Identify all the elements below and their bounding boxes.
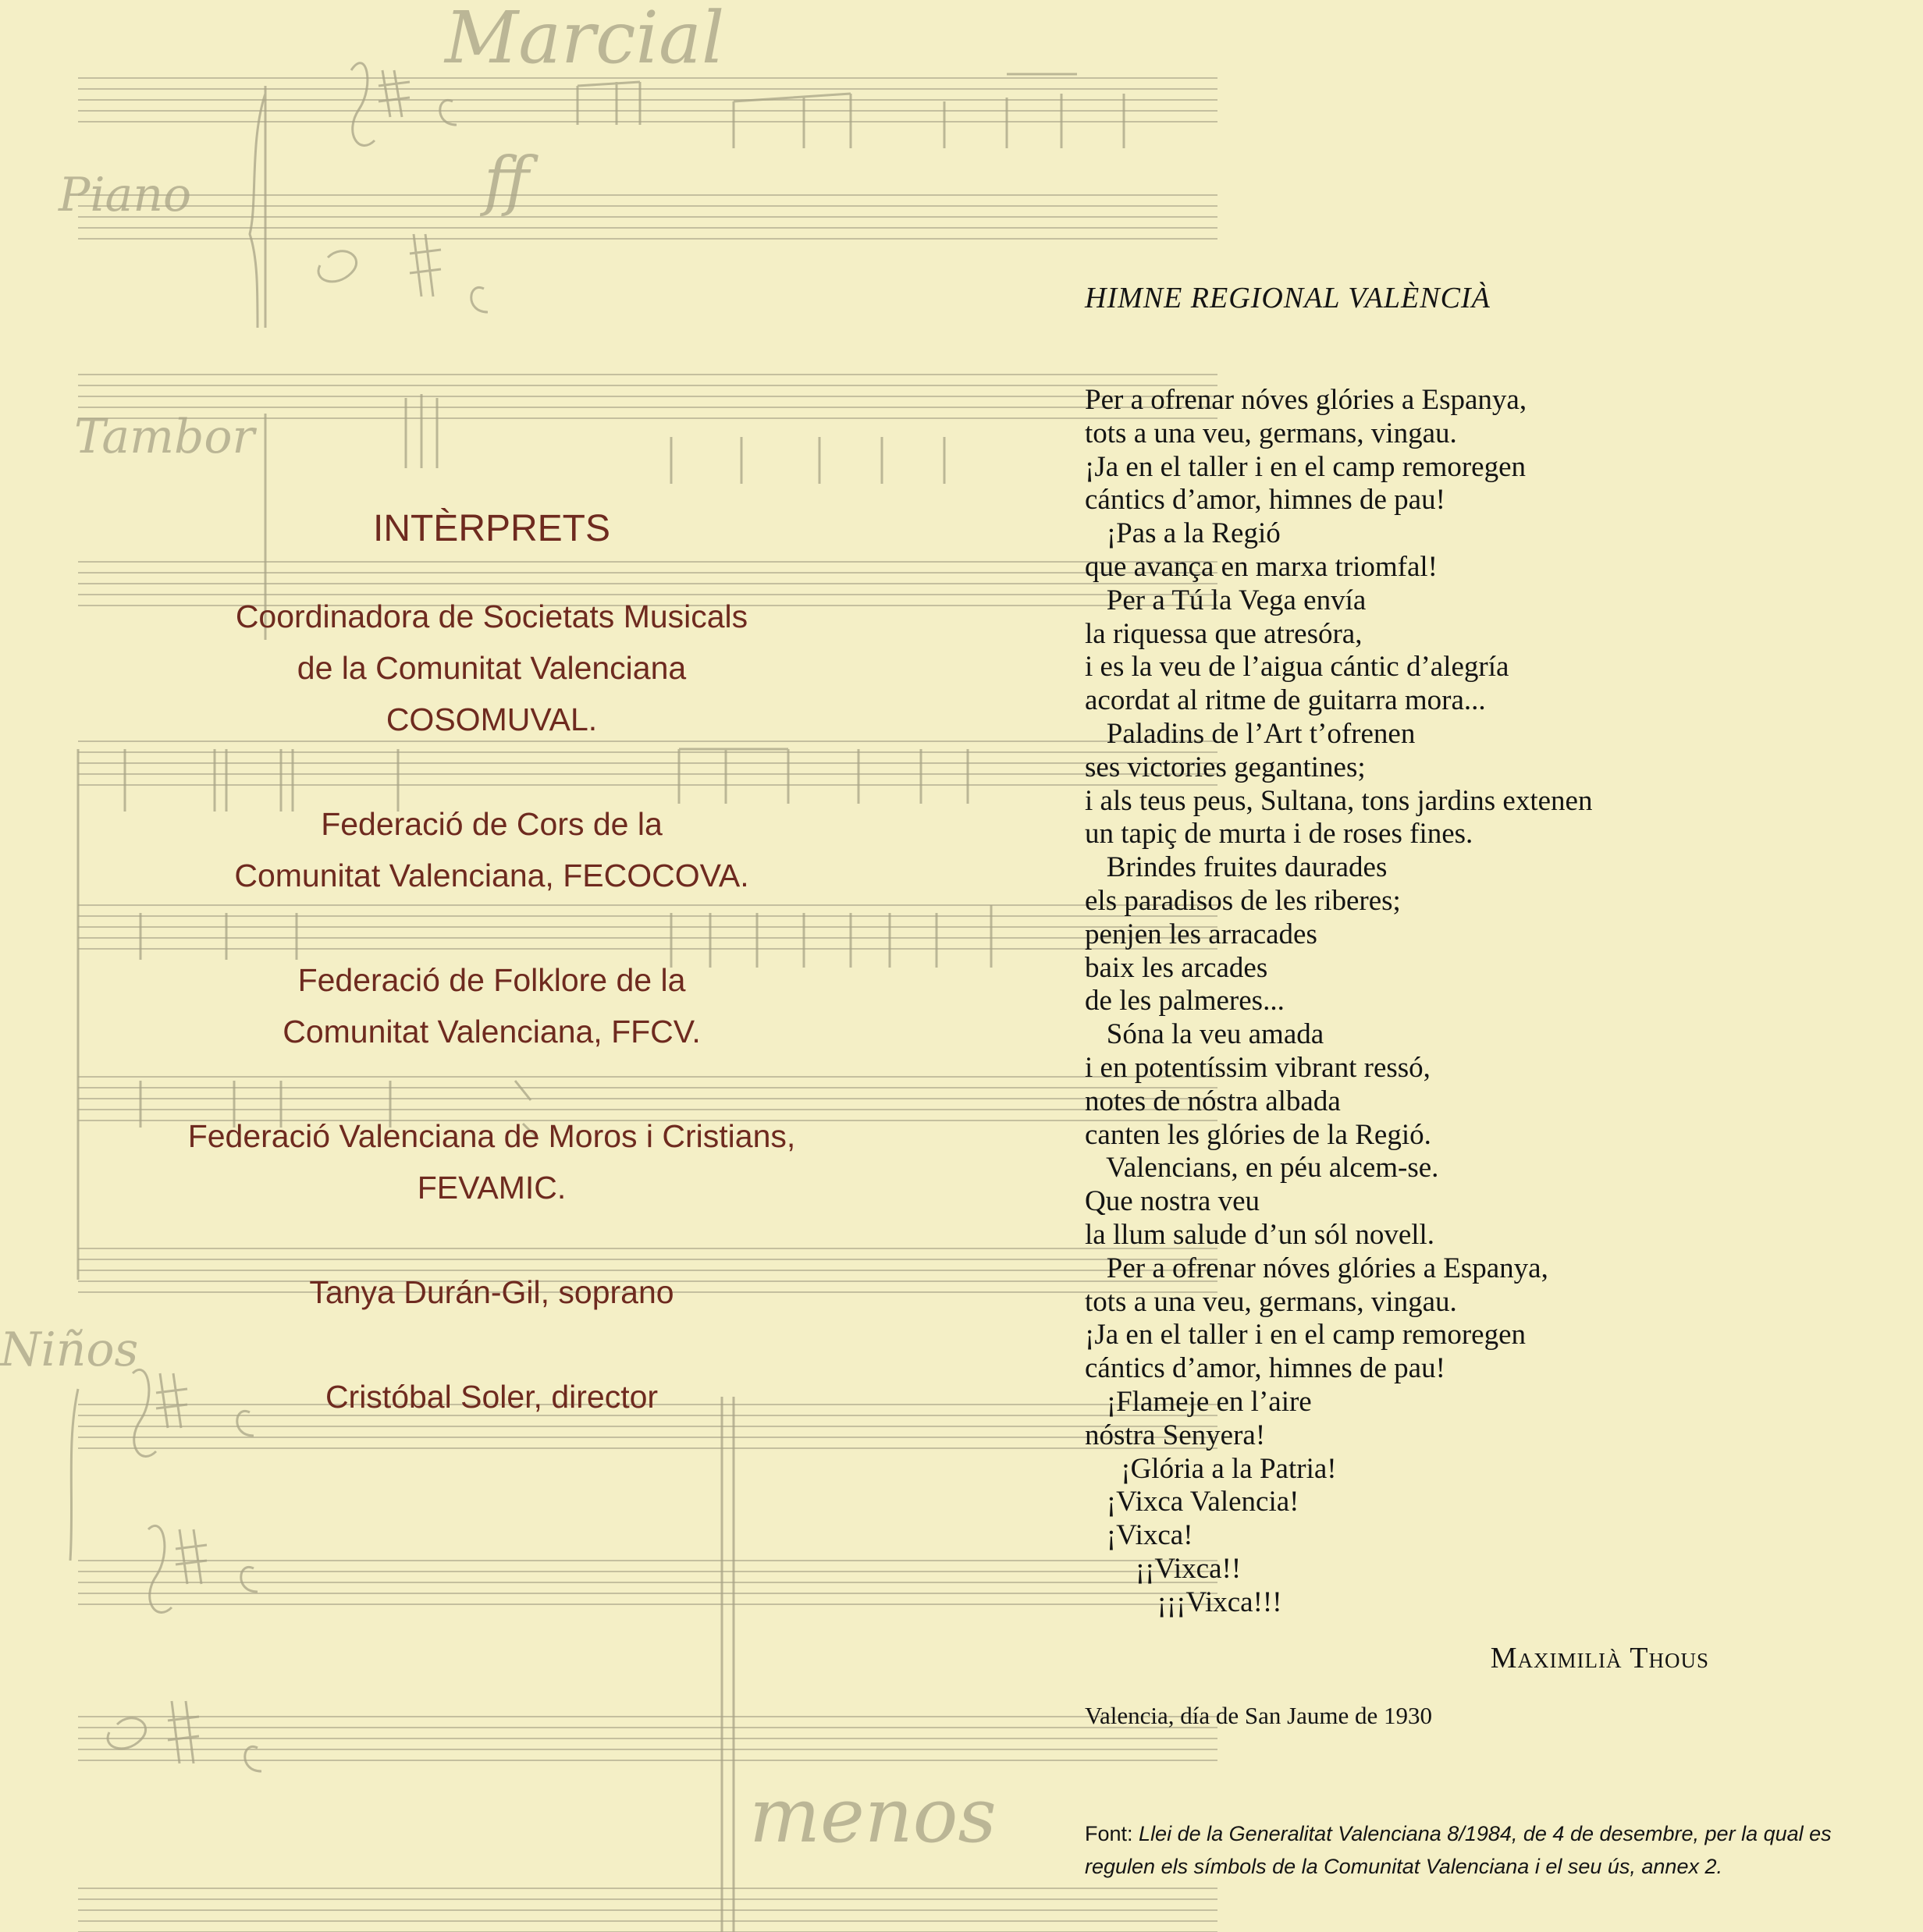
score-marking-marcial: Marcial [445, 0, 725, 80]
hymn-line: de les palmeres... [1085, 985, 1285, 1017]
hymn-line: i es la veu de l’aigua cántic d’alegría [1085, 651, 1509, 684]
performer-line: Coordinadora de Societats Musicals [235, 598, 748, 634]
hymn-line: ¡Glória a la Patria! [1085, 1452, 1337, 1485]
performer-group-cosomuval [109, 591, 874, 745]
performer-line: COSOMUVAL. [386, 701, 598, 737]
hymn-line: Per a ofrenar nóves glóries a Espanya, [1085, 1252, 1548, 1284]
score-label-ninos: Niños [0, 1323, 139, 1377]
hymn-line: ¡Vixca Valencia! [1085, 1486, 1299, 1518]
performer-line: Tanya Durán-Gil, soprano [309, 1274, 674, 1310]
hymn-section [1085, 281, 1881, 1883]
hymn-line: els paradisos de les riberes; [1085, 884, 1401, 917]
hymn-line: i als teus peus, Sultana, tons jardins extenen [1085, 784, 1593, 817]
performer-line: de la Comunitat Valenciana [297, 650, 687, 686]
performers-section [109, 507, 874, 1476]
hymn-line: i en potentíssim vibrant ressó, [1085, 1051, 1431, 1084]
source-label: Font: [1085, 1822, 1133, 1846]
hymn-line: Brindes fruites daurades [1085, 851, 1388, 884]
hymn-line: ¡Flameje en l’aire [1085, 1385, 1312, 1418]
hymn-lyrics [1085, 384, 1881, 1619]
performers-title: INTÈRPRETS [372, 508, 611, 549]
hymn-line: Sóna la veu amada [1085, 1018, 1324, 1051]
hymn-line: que avança en marxa triomfal! [1085, 550, 1438, 583]
hymn-line: la riquessa que atresóra, [1085, 617, 1363, 650]
hymn-line: ¡¡¡Vixca!!! [1085, 1586, 1282, 1618]
hymn-line: ¡Ja en el taller i en el camp remoregen [1085, 450, 1526, 483]
score-marking-menos: menos [749, 1772, 997, 1859]
performer-line: Federació Valenciana de Moros i Cristians, [187, 1118, 796, 1154]
performer-director [109, 1371, 874, 1422]
hymn-line: notes de nóstra albada [1085, 1085, 1341, 1117]
hymn-line: acordat al ritme de guitarra mora... [1085, 684, 1486, 717]
score-dynamic-ff: ff [484, 144, 530, 218]
hymn-line: un tapiç de murta i de roses fines. [1085, 818, 1473, 851]
hymn-dateline: Valencia, día de San Jaume de 1930 [1085, 1702, 1433, 1730]
performer-line: Federació de Cors de la [321, 806, 663, 842]
hymn-title: HIMNE REGIONAL VALÈNCIÀ [1085, 282, 1491, 314]
hymn-line: ¡Vixca! [1085, 1519, 1193, 1552]
hymn-line: nóstra Senyera! [1085, 1419, 1266, 1451]
performer-line: Comunitat Valenciana, FFCV. [283, 1014, 701, 1049]
hymn-line: tots a una veu, germans, vingau. [1085, 1285, 1457, 1318]
hymn-line: Per a Tú la Vega envía [1085, 584, 1367, 616]
hymn-line: canten les glóries de la Regió. [1085, 1118, 1431, 1151]
hymn-line: cántics d’amor, himnes de pau! [1085, 484, 1445, 517]
source-note [1085, 1817, 1865, 1883]
hymn-line: ses victories gegantines; [1085, 751, 1366, 783]
performer-line: Federació de Folklore de la [297, 962, 686, 998]
score-label-tambor: Tambor [74, 410, 255, 464]
performer-group-ffcv [109, 954, 874, 1057]
hymn-line: baix les arcades [1085, 951, 1268, 984]
score-label-piano: Piano [59, 168, 192, 222]
hymn-line: tots a una veu, germans, vingau. [1085, 417, 1457, 449]
hymn-author: Maximilià Thous [1490, 1642, 1709, 1675]
performer-line: FEVAMIC. [417, 1170, 567, 1206]
performer-line: Comunitat Valenciana, FECOCOVA. [234, 858, 749, 893]
hymn-line: la llum salude d’un sól novell. [1085, 1218, 1435, 1251]
performer-group-fecocova [109, 798, 874, 901]
hymn-line: Valencians, en péu alcem-se. [1085, 1152, 1439, 1184]
hymn-line: penjen les arracades [1085, 918, 1317, 950]
hymn-line: ¡Pas a la Regió [1085, 517, 1281, 550]
hymn-line: Per a ofrenar nóves glóries a Espanya, [1085, 384, 1527, 416]
performer-soprano [109, 1266, 874, 1318]
hymn-line: ¡¡Vixca!! [1085, 1552, 1242, 1585]
hymn-line: cántics d’amor, himnes de pau! [1085, 1352, 1445, 1385]
hymn-line: Que nostra veu [1085, 1185, 1260, 1218]
performer-line: Cristóbal Soler, director [325, 1379, 659, 1415]
performer-group-fevamic [109, 1110, 874, 1213]
source-text: Llei de la Generalitat Valenciana 8/1984, de 4 de desembre, per la qual es regulen els símbols de la Comunitat Valenciana i el seu ús, annex 2. [1085, 1822, 1832, 1879]
hymn-line: Paladins de l’Art t’ofrenen [1085, 717, 1416, 750]
hymn-line: ¡Ja en el taller i en el camp remoregen [1085, 1319, 1526, 1351]
